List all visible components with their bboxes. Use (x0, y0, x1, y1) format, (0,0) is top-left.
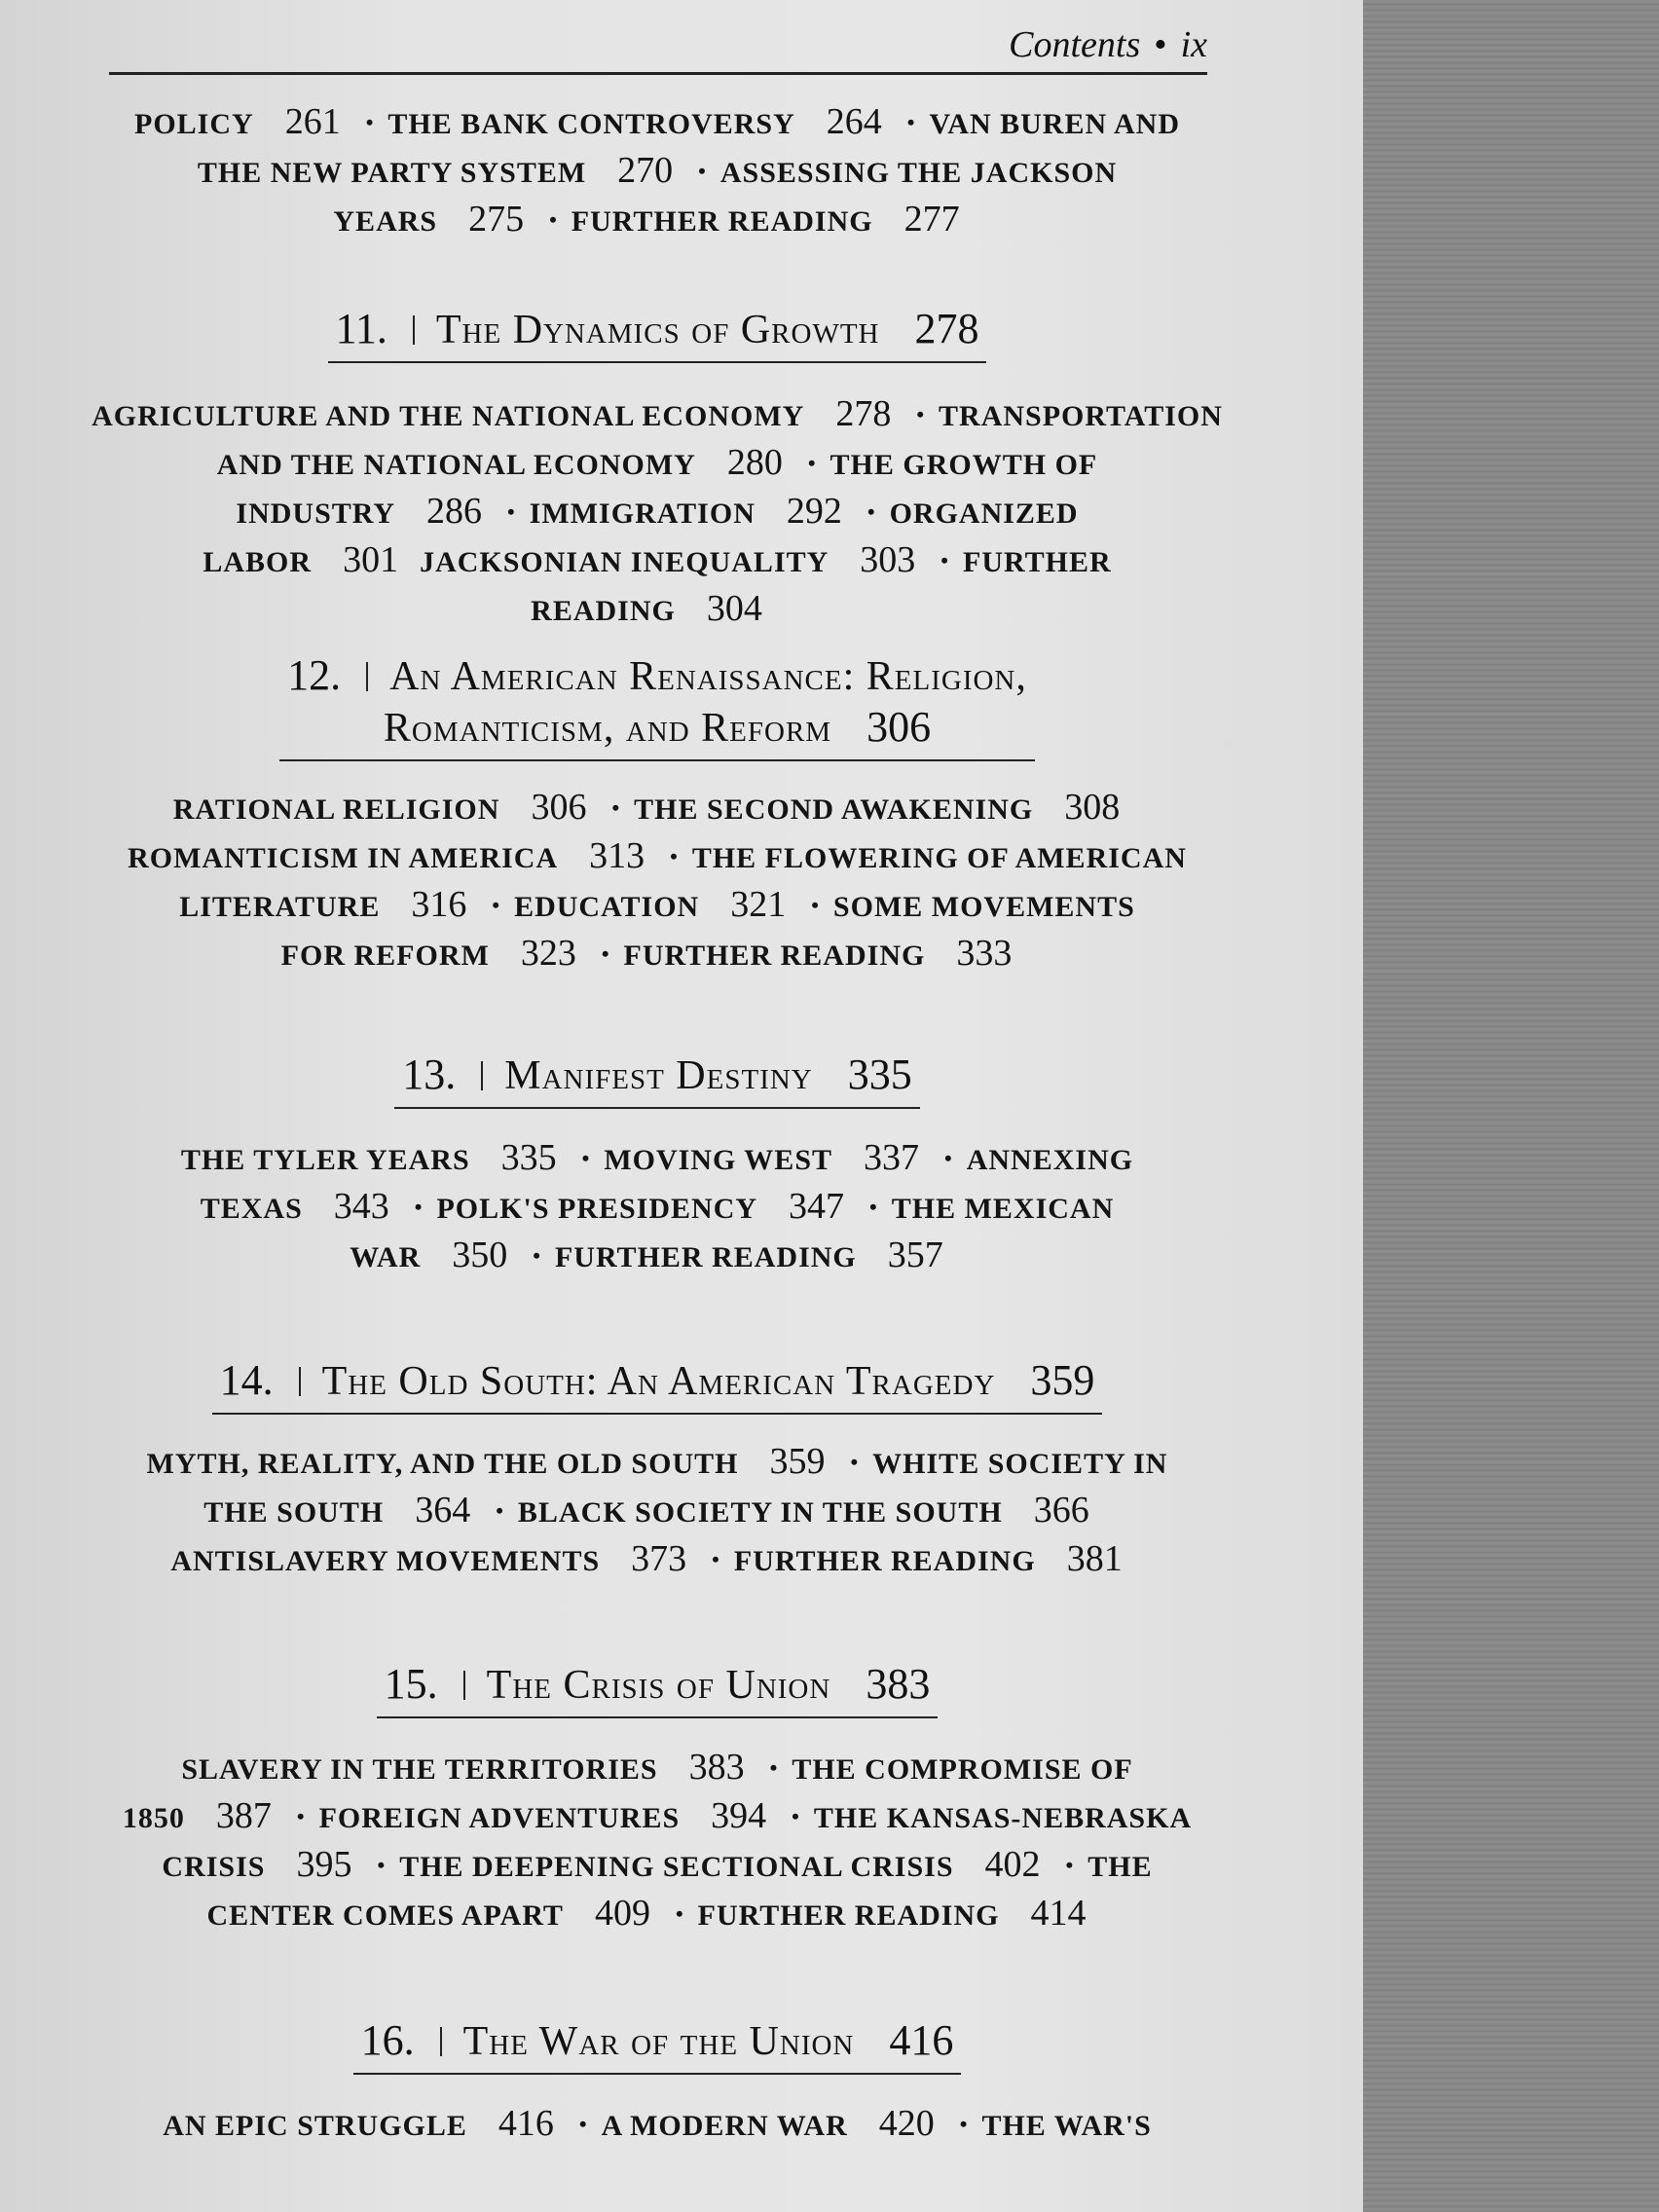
bullet-separator: • (807, 451, 817, 475)
chapter-bar-divider (413, 315, 415, 345)
bullet-separator: • (1065, 1853, 1075, 1877)
section-title: WAR (350, 1241, 422, 1273)
chapter-heading-rule (377, 1659, 939, 1718)
bullet-separator: • (670, 844, 679, 868)
section-title: THE DEEPENING SECTIONAL CRISIS (399, 1851, 954, 1883)
section-title: THE SECOND AWAKENING (634, 793, 1034, 826)
section-title: FOREIGN ADVENTURES (318, 1802, 681, 1834)
section-title: POLICY (134, 108, 254, 140)
page-number: 420 (878, 2103, 935, 2144)
toc-line (88, 1437, 1227, 1486)
page-number: 316 (411, 884, 467, 925)
section-title: FURTHER READING (733, 1545, 1036, 1577)
chapter-title: Manifest Destiny (504, 1053, 813, 1098)
toc-line (88, 1486, 1227, 1534)
chapter-heading-rule (353, 2015, 962, 2075)
chapter-page-number: 383 (866, 1660, 931, 1708)
bullet-separator: • (769, 1755, 779, 1780)
bullet-separator: • (492, 893, 501, 917)
page-number: 359 (769, 1441, 826, 1482)
page-number: 301 (343, 539, 399, 580)
toc-line (88, 1743, 1227, 1791)
chapter-number: 14. (219, 1356, 274, 1404)
page-number: 264 (826, 101, 882, 142)
section-title: AGRICULTURE AND THE NATIONAL ECONOMY (92, 400, 805, 432)
bullet-separator: • (698, 159, 707, 183)
section-title: SLAVERY IN THE TERRITORIES (181, 1753, 658, 1786)
page-number: 383 (688, 1747, 745, 1788)
section-title: FURTHER READING (697, 1899, 1000, 1932)
bullet-separator: • (916, 402, 926, 426)
bullet-separator: • (549, 207, 558, 232)
section-title: THE GROWTH OF (830, 449, 1098, 481)
toc-line (88, 1534, 1227, 1583)
toc-line (88, 1231, 1227, 1279)
page-number: 409 (594, 1893, 650, 1934)
chapter-bar-divider (481, 1061, 483, 1090)
chapter-page-number: 359 (1030, 1356, 1095, 1404)
page-number: 414 (1030, 1893, 1087, 1934)
running-head-page: ix (1180, 24, 1207, 65)
section-title: THE SOUTH (203, 1496, 385, 1529)
page-number: 343 (333, 1186, 389, 1227)
page-number: 323 (520, 933, 576, 974)
section-title: ANTISLAVERY MOVEMENTS (170, 1545, 601, 1577)
section-title: A MODERN WAR (601, 2110, 848, 2142)
section-title: TEXAS (200, 1193, 303, 1225)
section-title: THE TYLER YEARS (180, 1144, 470, 1176)
chapter-title: An American Renaissance: Religion, (389, 654, 1027, 699)
section-title: AN EPIC STRUGGLE (163, 2110, 467, 2142)
chapter-number: 13. (402, 1051, 457, 1098)
section-title: READING (531, 595, 676, 627)
page-number: 416 (498, 2103, 554, 2144)
page-number: 308 (1064, 787, 1121, 828)
chapter-bar-divider (299, 1367, 301, 1396)
section-title: ASSESSING THE JACKSON (719, 157, 1118, 189)
toc-line (88, 831, 1227, 880)
toc-line (88, 1791, 1227, 1840)
section-title: POLK'S PRESIDENCY (436, 1193, 758, 1225)
toc-line (88, 1889, 1227, 1937)
chapter-heading-rule (394, 1050, 920, 1109)
head-rule (109, 72, 1207, 75)
page-number: 277 (903, 199, 960, 240)
page-number: 270 (617, 150, 674, 191)
bullet-separator: • (811, 893, 820, 917)
page-number: 402 (984, 1844, 1041, 1885)
section-title: FURTHER READING (623, 940, 926, 972)
bullet-separator: • (675, 1901, 684, 1926)
chapter-bar-divider (463, 1671, 465, 1700)
running-head-label: Contents (1009, 24, 1141, 65)
section-title: YEARS (333, 205, 438, 238)
bullet-separator: • (850, 1450, 860, 1474)
chapter-number: 15. (384, 1660, 438, 1708)
bullet-separator: • (365, 110, 375, 134)
section-title: THE FLOWERING OF AMERICAN (691, 842, 1187, 874)
chapter-page-number: 335 (847, 1051, 912, 1098)
section-title: VAN BUREN AND (929, 108, 1180, 140)
chapter-heading (88, 1050, 1227, 1109)
chapter-page-number: 278 (914, 305, 979, 352)
bullet-separator: • (601, 941, 610, 966)
section-title: MYTH, REALITY, AND THE OLD SOUTH (146, 1448, 739, 1480)
section-title: AND THE NATIONAL ECONOMY (216, 449, 696, 481)
toc-line (88, 389, 1227, 438)
section-title: FURTHER (963, 546, 1112, 578)
section-title: LABOR (203, 546, 313, 578)
bullet-separator: • (377, 1853, 387, 1877)
toc-section-list (88, 1133, 1227, 1279)
section-title: THE KANSAS-NEBRASKA (813, 1802, 1193, 1834)
section-title: 1850 (122, 1802, 185, 1834)
bullet-separator: • (944, 1146, 953, 1170)
toc-line (88, 195, 1227, 243)
toc-section-list (88, 2099, 1227, 2148)
chapter-heading-rule (328, 304, 987, 363)
chapter-number: 12. (287, 651, 342, 699)
bullet-separator: • (496, 1498, 504, 1523)
chapter-number: 11. (335, 305, 387, 352)
chapter-page-number: 416 (889, 2016, 954, 2064)
section-title: THE MEXICAN (891, 1193, 1115, 1225)
section-title: TRANSPORTATION (939, 400, 1223, 432)
bullet-separator: • (507, 499, 516, 524)
section-title: RATIONAL RELIGION (172, 793, 500, 826)
toc-line (88, 1840, 1227, 1889)
page-number: 350 (452, 1235, 508, 1275)
section-title: EDUCATION (514, 891, 700, 923)
toc-line (88, 783, 1227, 831)
bullet-separator: • (906, 110, 916, 134)
section-title: FOR REFORM (280, 940, 490, 972)
bullet-separator: • (712, 1547, 720, 1571)
toc-line (88, 487, 1227, 535)
page-number: 313 (589, 835, 645, 876)
backdrop (1363, 0, 1659, 2212)
chapter-bar-divider (366, 662, 368, 691)
toc-line (88, 438, 1227, 487)
page-number: 381 (1066, 1538, 1123, 1579)
bullet-separator: • (578, 2112, 588, 2136)
page-number: 335 (500, 1137, 557, 1178)
toc-line (88, 97, 1227, 146)
section-title: ANNEXING (966, 1144, 1134, 1176)
section-title: BLACK SOCIETY IN THE SOUTH (517, 1496, 1003, 1529)
bullet-separator: • (866, 499, 876, 524)
page-number: 357 (887, 1235, 943, 1275)
chapter-title: The War of the Union (462, 2019, 855, 2064)
chapter-title: The Dynamics of Growth (435, 308, 880, 352)
toc-line (88, 584, 1227, 633)
running-head-separator: • (1154, 24, 1167, 65)
page-number: 292 (786, 491, 842, 532)
bullet-separator: • (611, 795, 621, 820)
section-title: ROMANTICISM IN AMERICA (128, 842, 559, 874)
page-number: 286 (426, 491, 483, 532)
page-number: 337 (864, 1137, 920, 1178)
bullet-separator: • (296, 1804, 306, 1828)
page-number: 278 (835, 393, 892, 434)
section-title: MOVING WEST (604, 1144, 833, 1176)
chapter-number: 16. (360, 2016, 415, 2064)
bullet-separator: • (533, 1243, 541, 1268)
chapter-title: The Old South: An American Tragedy (321, 1359, 996, 1404)
chapter-heading-rule (279, 650, 1035, 761)
bullet-separator: • (581, 1146, 591, 1170)
section-title: LITERATURE (179, 891, 381, 923)
running-head (109, 23, 1207, 66)
toc-line (88, 1133, 1227, 1182)
chapter-heading (88, 2015, 1227, 2075)
toc-section-list (88, 389, 1227, 633)
page-number: 321 (730, 884, 787, 925)
chapter-heading (88, 650, 1227, 761)
toc-section-list (88, 783, 1227, 977)
page-number: 364 (415, 1490, 471, 1530)
chapter-title: Romanticism, and Reform (383, 706, 832, 751)
page-number: 261 (284, 101, 341, 142)
page-number: 303 (860, 539, 916, 580)
section-title: JACKSONIAN INEQUALITY (420, 546, 830, 578)
chapter-heading (88, 304, 1227, 363)
chapter-title: The Crisis of Union (486, 1663, 831, 1708)
section-title: CENTER COMES APART (206, 1899, 564, 1932)
toc-section-list (88, 1437, 1227, 1583)
section-title: SOME MOVEMENTS (832, 891, 1135, 923)
page-number: 366 (1033, 1490, 1089, 1530)
section-title: INDUSTRY (236, 498, 396, 530)
page-number: 387 (215, 1795, 272, 1836)
page-number: 347 (789, 1186, 845, 1227)
section-title: WHITE SOCIETY IN (872, 1448, 1168, 1480)
section-title: THE (1088, 1851, 1153, 1883)
page-number: 333 (956, 933, 1013, 974)
chapter-heading (88, 1355, 1227, 1415)
toc-line (88, 2099, 1227, 2148)
section-title: THE NEW PARTY SYSTEM (197, 157, 587, 189)
chapter-page-number: 306 (866, 703, 932, 751)
page-number: 373 (631, 1538, 687, 1579)
page-number: 304 (706, 588, 762, 629)
section-title: THE COMPROMISE OF (792, 1753, 1133, 1786)
section-title: THE BANK CONTROVERSY (387, 108, 795, 140)
toc-line (88, 929, 1227, 977)
chapter-bar-divider (440, 2027, 442, 2056)
chapter-heading (88, 1659, 1227, 1718)
section-title: IMMIGRATION (529, 498, 756, 530)
section-title: FURTHER READING (571, 205, 873, 238)
page-number: 306 (531, 787, 587, 828)
bullet-separator: • (869, 1195, 878, 1219)
section-title: FURTHER READING (554, 1241, 857, 1273)
bullet-separator: • (414, 1195, 424, 1219)
section-title: ORGANIZED (889, 498, 1079, 530)
bullet-separator: • (959, 2112, 969, 2136)
page-number: 280 (726, 442, 783, 483)
toc-line (88, 535, 1227, 584)
chapter-heading-rule (212, 1355, 1103, 1415)
toc-line (88, 146, 1227, 195)
page-number: 275 (468, 199, 525, 240)
page-number: 394 (711, 1795, 767, 1836)
bullet-separator: • (940, 548, 949, 572)
page-number: 395 (296, 1844, 352, 1885)
bullet-separator: • (792, 1804, 800, 1828)
toc-line (88, 1182, 1227, 1231)
toc-section-list (88, 97, 1227, 243)
toc-line (88, 880, 1227, 929)
section-title: CRISIS (162, 1851, 266, 1883)
section-title: THE WAR'S (981, 2110, 1152, 2142)
toc-section-list (88, 1743, 1227, 1937)
